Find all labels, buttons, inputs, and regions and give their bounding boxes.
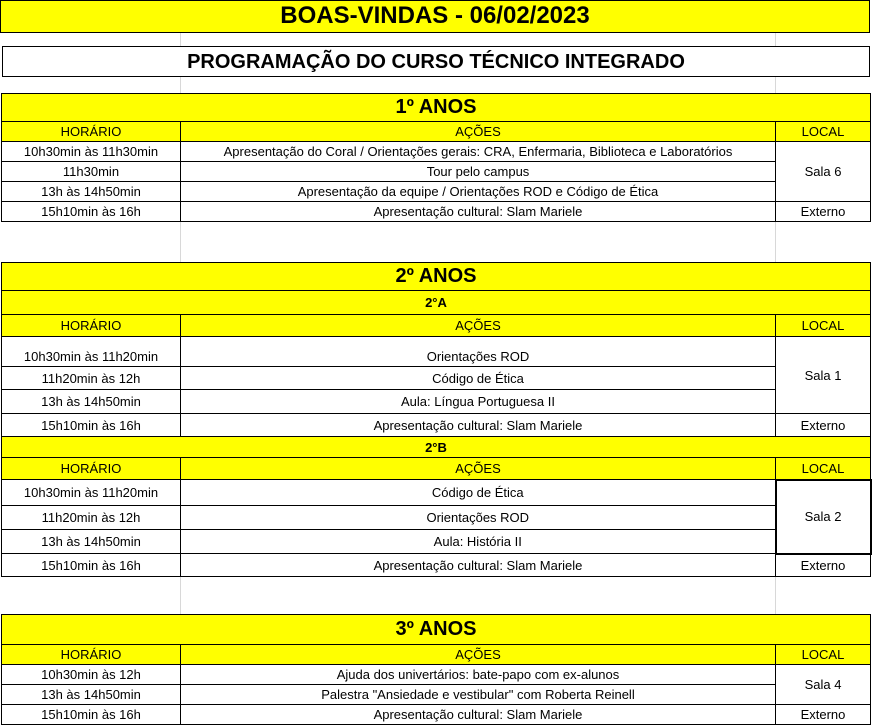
table-row [2,685,871,705]
action-cell: Palestra "Ansiedade e vestibular" com Roberta Reinell [181,685,776,705]
second-year-table [1,262,872,577]
time-cell: 11h20min às 12h [2,367,181,390]
table-row [2,337,871,367]
time-cell: 10h30min às 11h20min [2,337,181,367]
table-row [2,665,871,685]
table-row [2,182,871,202]
col-header-action: AÇÕES [181,458,776,480]
table-row [2,506,871,530]
time-cell: 10h30min às 11h20min [2,480,181,506]
time-cell: 15h10min às 16h [2,202,181,222]
place-cell: Externo [776,414,871,437]
class-heading-2a: 2°A [2,291,871,315]
action-cell: Orientações ROD [181,506,776,530]
action-cell: Tour pelo campus [181,162,776,182]
action-cell: Apresentação cultural: Slam Mariele [181,554,776,577]
col-header-place: LOCAL [776,645,871,665]
time-cell: 15h10min às 16h [2,705,181,725]
page-subtitle: PROGRAMAÇÃO DO CURSO TÉCNICO INTEGRADO [2,46,870,77]
table-row [2,414,871,437]
time-cell: 15h10min às 16h [2,554,181,577]
table-row [2,202,871,222]
table-row [2,554,871,577]
time-cell: 11h30min [2,162,181,182]
third-year-table [1,614,871,725]
time-cell: 13h às 14h50min [2,685,181,705]
table-row [2,162,871,182]
place-cell[interactable]: Sala 2 [776,480,871,554]
table-row [2,142,871,162]
action-cell: Aula: História II [181,530,776,554]
col-header-action: AÇÕES [181,645,776,665]
time-cell: 13h às 14h50min [2,390,181,414]
col-header-action: AÇÕES [181,122,776,142]
time-cell: 13h às 14h50min [2,182,181,202]
section-heading-first-year: 1º ANOS [2,94,871,122]
place-cell: Externo [776,554,871,577]
action-cell: Aula: Língua Portuguesa II [181,390,776,414]
time-cell: 10h30min às 11h30min [2,142,181,162]
col-header-place: LOCAL [776,315,871,337]
col-header-action: AÇÕES [181,315,776,337]
table-row [2,390,871,414]
first-year-table [1,93,871,222]
action-cell: Orientações ROD [181,337,776,367]
section-heading-second-year: 2º ANOS [2,263,871,291]
col-header-time: HORÁRIO [2,122,181,142]
table-row [2,705,871,725]
col-header-place: LOCAL [776,458,871,480]
action-cell: Apresentação cultural: Slam Mariele [181,414,776,437]
place-cell: Sala 6 [776,142,871,202]
col-header-place: LOCAL [776,122,871,142]
section-heading-third-year: 3º ANOS [2,615,871,645]
action-cell: Apresentação cultural: Slam Mariele [181,202,776,222]
col-header-time: HORÁRIO [2,645,181,665]
time-cell: 11h20min às 12h [2,506,181,530]
action-cell: Apresentação da equipe / Orientações ROD e Código de Ética [181,182,776,202]
table-row [2,367,871,390]
table-row [2,480,871,506]
place-cell: Externo [776,705,871,725]
page-title: BOAS-VINDAS - 06/02/2023 [0,0,870,33]
time-cell: 15h10min às 16h [2,414,181,437]
col-header-time: HORÁRIO [2,315,181,337]
action-cell: Código de Ética [181,367,776,390]
col-header-time: HORÁRIO [2,458,181,480]
action-cell: Apresentação cultural: Slam Mariele [181,705,776,725]
action-cell: Código de Ética [181,480,776,506]
class-heading-2b: 2°B [2,437,871,458]
time-cell: 13h às 14h50min [2,530,181,554]
place-cell: Externo [776,202,871,222]
action-cell: Ajuda dos univertários: bate-papo com ex-alunos [181,665,776,685]
time-cell: 10h30min às 12h [2,665,181,685]
place-cell: Sala 4 [776,665,871,705]
table-row [2,530,871,554]
place-cell: Sala 1 [776,337,871,414]
action-cell: Apresentação do Coral / Orientações gerais: CRA, Enfermaria, Biblioteca e Laboratórios [181,142,776,162]
